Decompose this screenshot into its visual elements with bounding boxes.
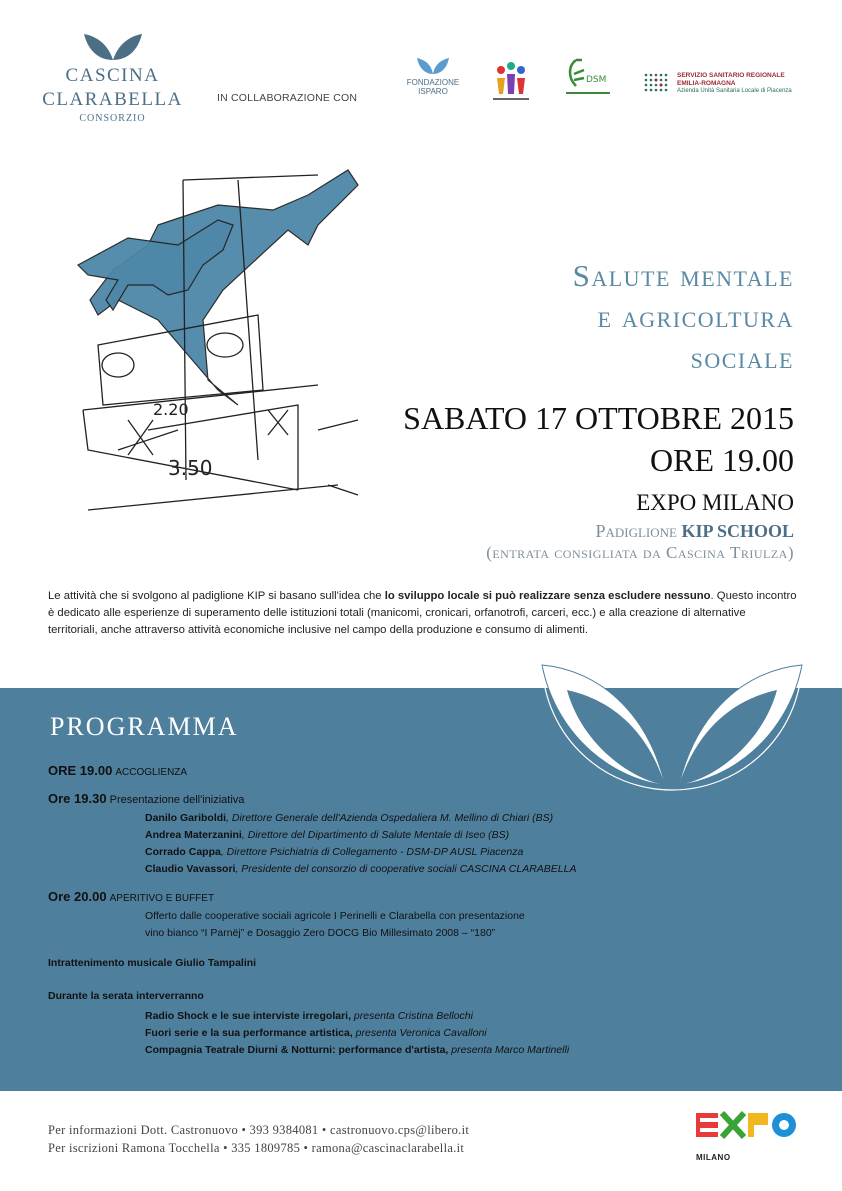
act-row <box>145 1008 569 1025</box>
brand-name-line1: CASCINA <box>65 65 160 86</box>
ssr-line3: Azienda Unità Sanitaria Locale di Piacenza <box>677 88 792 94</box>
speaker-role: , Direttore del Dipartimento di Salute Mentale di Iseo (BS) <box>241 829 510 841</box>
speaker-role: , Presidente del consorzio di cooperative sociali CASCINA CLARABELLA <box>235 863 577 875</box>
isparo-leaf-icon <box>415 56 451 76</box>
music-label: Intrattenimento musicale Giulio Tampalini <box>48 957 257 969</box>
decorative-leaf-icon <box>537 640 807 800</box>
event-title <box>573 255 794 378</box>
brand-name-line2: CLARABELLA <box>42 89 183 110</box>
program-item-welcome <box>48 763 187 778</box>
leaf-logo-icon <box>78 30 148 62</box>
event-entrance-note: (entrata consigliata da Cascina Triulza) <box>486 543 794 562</box>
expo-milano-logo <box>696 1110 800 1162</box>
intro-paragraph <box>48 588 798 639</box>
act-name: Compagnia Teatrale Diurni & Notturni: performance d'artista, <box>145 1044 449 1056</box>
program-time-3: Ore 20.00 <box>48 889 107 904</box>
brand-subtitle: CONSORZIO <box>79 113 146 124</box>
speaker-name: Danilo Gariboldi <box>145 812 227 824</box>
contact-registration-line: Per iscrizioni Ramona Tocchella • 335 1809785 • ramona@cascinaclarabella.it <box>48 1141 465 1155</box>
expo-city: MILANO <box>696 1153 731 1162</box>
aperitivo-line1: Offerto dalle cooperative sociali agricole I Perinelli e Clarabella con presentazione <box>145 910 525 922</box>
ssr-line2: EMILIA-ROMAGNA <box>677 80 736 87</box>
speaker-role: , Direttore Psichiatria di Collegamento - DSM-DP AUSL Piacenza <box>220 846 524 858</box>
program-time-1: ORE 19.00 <box>48 763 113 778</box>
event-date: SABATO 17 OTTOBRE 2015 <box>403 400 794 436</box>
contact-footer <box>48 1121 469 1157</box>
intro-part1: Le attività che si svolgono al padiglione KIP si basano sull'idea che <box>48 590 385 602</box>
speaker-role: , Direttore Generale dell'Azienda Ospedaliera M. Mellino di Chiari (BS) <box>226 812 554 824</box>
speaker-name: Corrado Cappa <box>145 846 221 858</box>
title-line2: e agricoltura <box>597 299 794 334</box>
horses-sketch-illustration <box>58 150 378 525</box>
pavilion-name: KIP SCHOOL <box>681 521 794 541</box>
dsm-logo <box>562 56 614 105</box>
intro-part2: . Questo incontro è dedicato alle esperienze di superamento delle istituzioni totali (manicomi, cronicari, orfanotrofi, carceri, ecc.) e alla creazione di alternative territoriali, anche attraverso attività economiche inclusive nel campo della produzione e consumo di alimenti. <box>48 590 797 636</box>
program-title: PROGRAMMA <box>50 712 239 741</box>
speaker-row <box>145 810 577 827</box>
title-line1: Salute mentale <box>572 258 794 293</box>
expo-logo-icon <box>696 1110 800 1154</box>
program-label-1: ACCOGLIENZA <box>115 767 188 778</box>
act-name: Fuori serie e la sua performance artistica, <box>145 1027 353 1039</box>
big-horse-shape <box>90 170 358 405</box>
program-during <box>48 990 204 1002</box>
speaker-name: Andrea Materzanini <box>145 829 242 841</box>
program-item-presentation <box>48 791 244 806</box>
acts-list <box>145 1008 569 1059</box>
program-time-2: Ore 19.30 <box>48 791 107 806</box>
isparo-line1: FONDAZIONE <box>406 78 460 87</box>
dsm-figure-icon <box>562 56 614 100</box>
program-music <box>48 957 256 969</box>
pavilion-prefix: Padiglione <box>595 521 677 541</box>
ssr-line1: SERVIZIO SANITARIO REGIONALE <box>677 72 785 79</box>
intro-bold: lo sviluppo locale si può realizzare senza escludere nessuno <box>384 590 711 602</box>
aperitivo-line2: vino bianco “I Parnëj” e Dosaggio Zero DOCG Bio Millesimato 2008 – “180” <box>145 927 496 939</box>
act-presenter: presenta Cristina Bellochi <box>351 1010 473 1022</box>
speaker-list <box>145 810 577 878</box>
ssr-logo <box>643 72 792 95</box>
event-time: ORE 19.00 <box>650 442 794 478</box>
sketch-label-a: 2.20 <box>153 400 189 419</box>
act-name: Radio Shock e le sue interviste irregolari, <box>145 1010 351 1022</box>
contact-info-line: Per informazioni Dott. Castronuovo • 393 9384081 • castronuovo.cps@libero.it <box>48 1123 470 1137</box>
speaker-row <box>145 844 577 861</box>
event-pavilion <box>595 521 794 542</box>
partner-people-icon <box>489 58 533 104</box>
brand-logo <box>40 30 185 124</box>
aperitivo-details <box>145 908 525 942</box>
ssr-dots-icon <box>643 72 673 98</box>
program-label-3: APERITIVO E BUFFET <box>109 893 215 904</box>
act-presenter: presenta Veronica Cavalloni <box>352 1027 487 1039</box>
speaker-row <box>145 827 577 844</box>
collaboration-label: IN COLLABORAZIONE CON <box>217 92 358 104</box>
program-label-2: Presentazione dell'iniziativa <box>109 794 245 806</box>
title-line3: sociale <box>690 340 794 375</box>
sketch-label-b: 3.50 <box>168 456 213 480</box>
dsm-label: DSM <box>586 75 607 85</box>
act-presenter: presenta Marco Martinelli <box>448 1044 570 1056</box>
act-row <box>145 1025 569 1042</box>
during-label: Durante la serata interverranno <box>48 990 204 1002</box>
speaker-row <box>145 861 577 878</box>
speaker-name: Claudio Vavassori <box>145 863 236 875</box>
act-row <box>145 1042 569 1059</box>
event-venue: EXPO MILANO <box>636 490 794 515</box>
program-item-aperitivo <box>48 889 214 904</box>
isparo-line2: ISPARO <box>418 87 448 96</box>
isparo-logo <box>405 56 461 96</box>
